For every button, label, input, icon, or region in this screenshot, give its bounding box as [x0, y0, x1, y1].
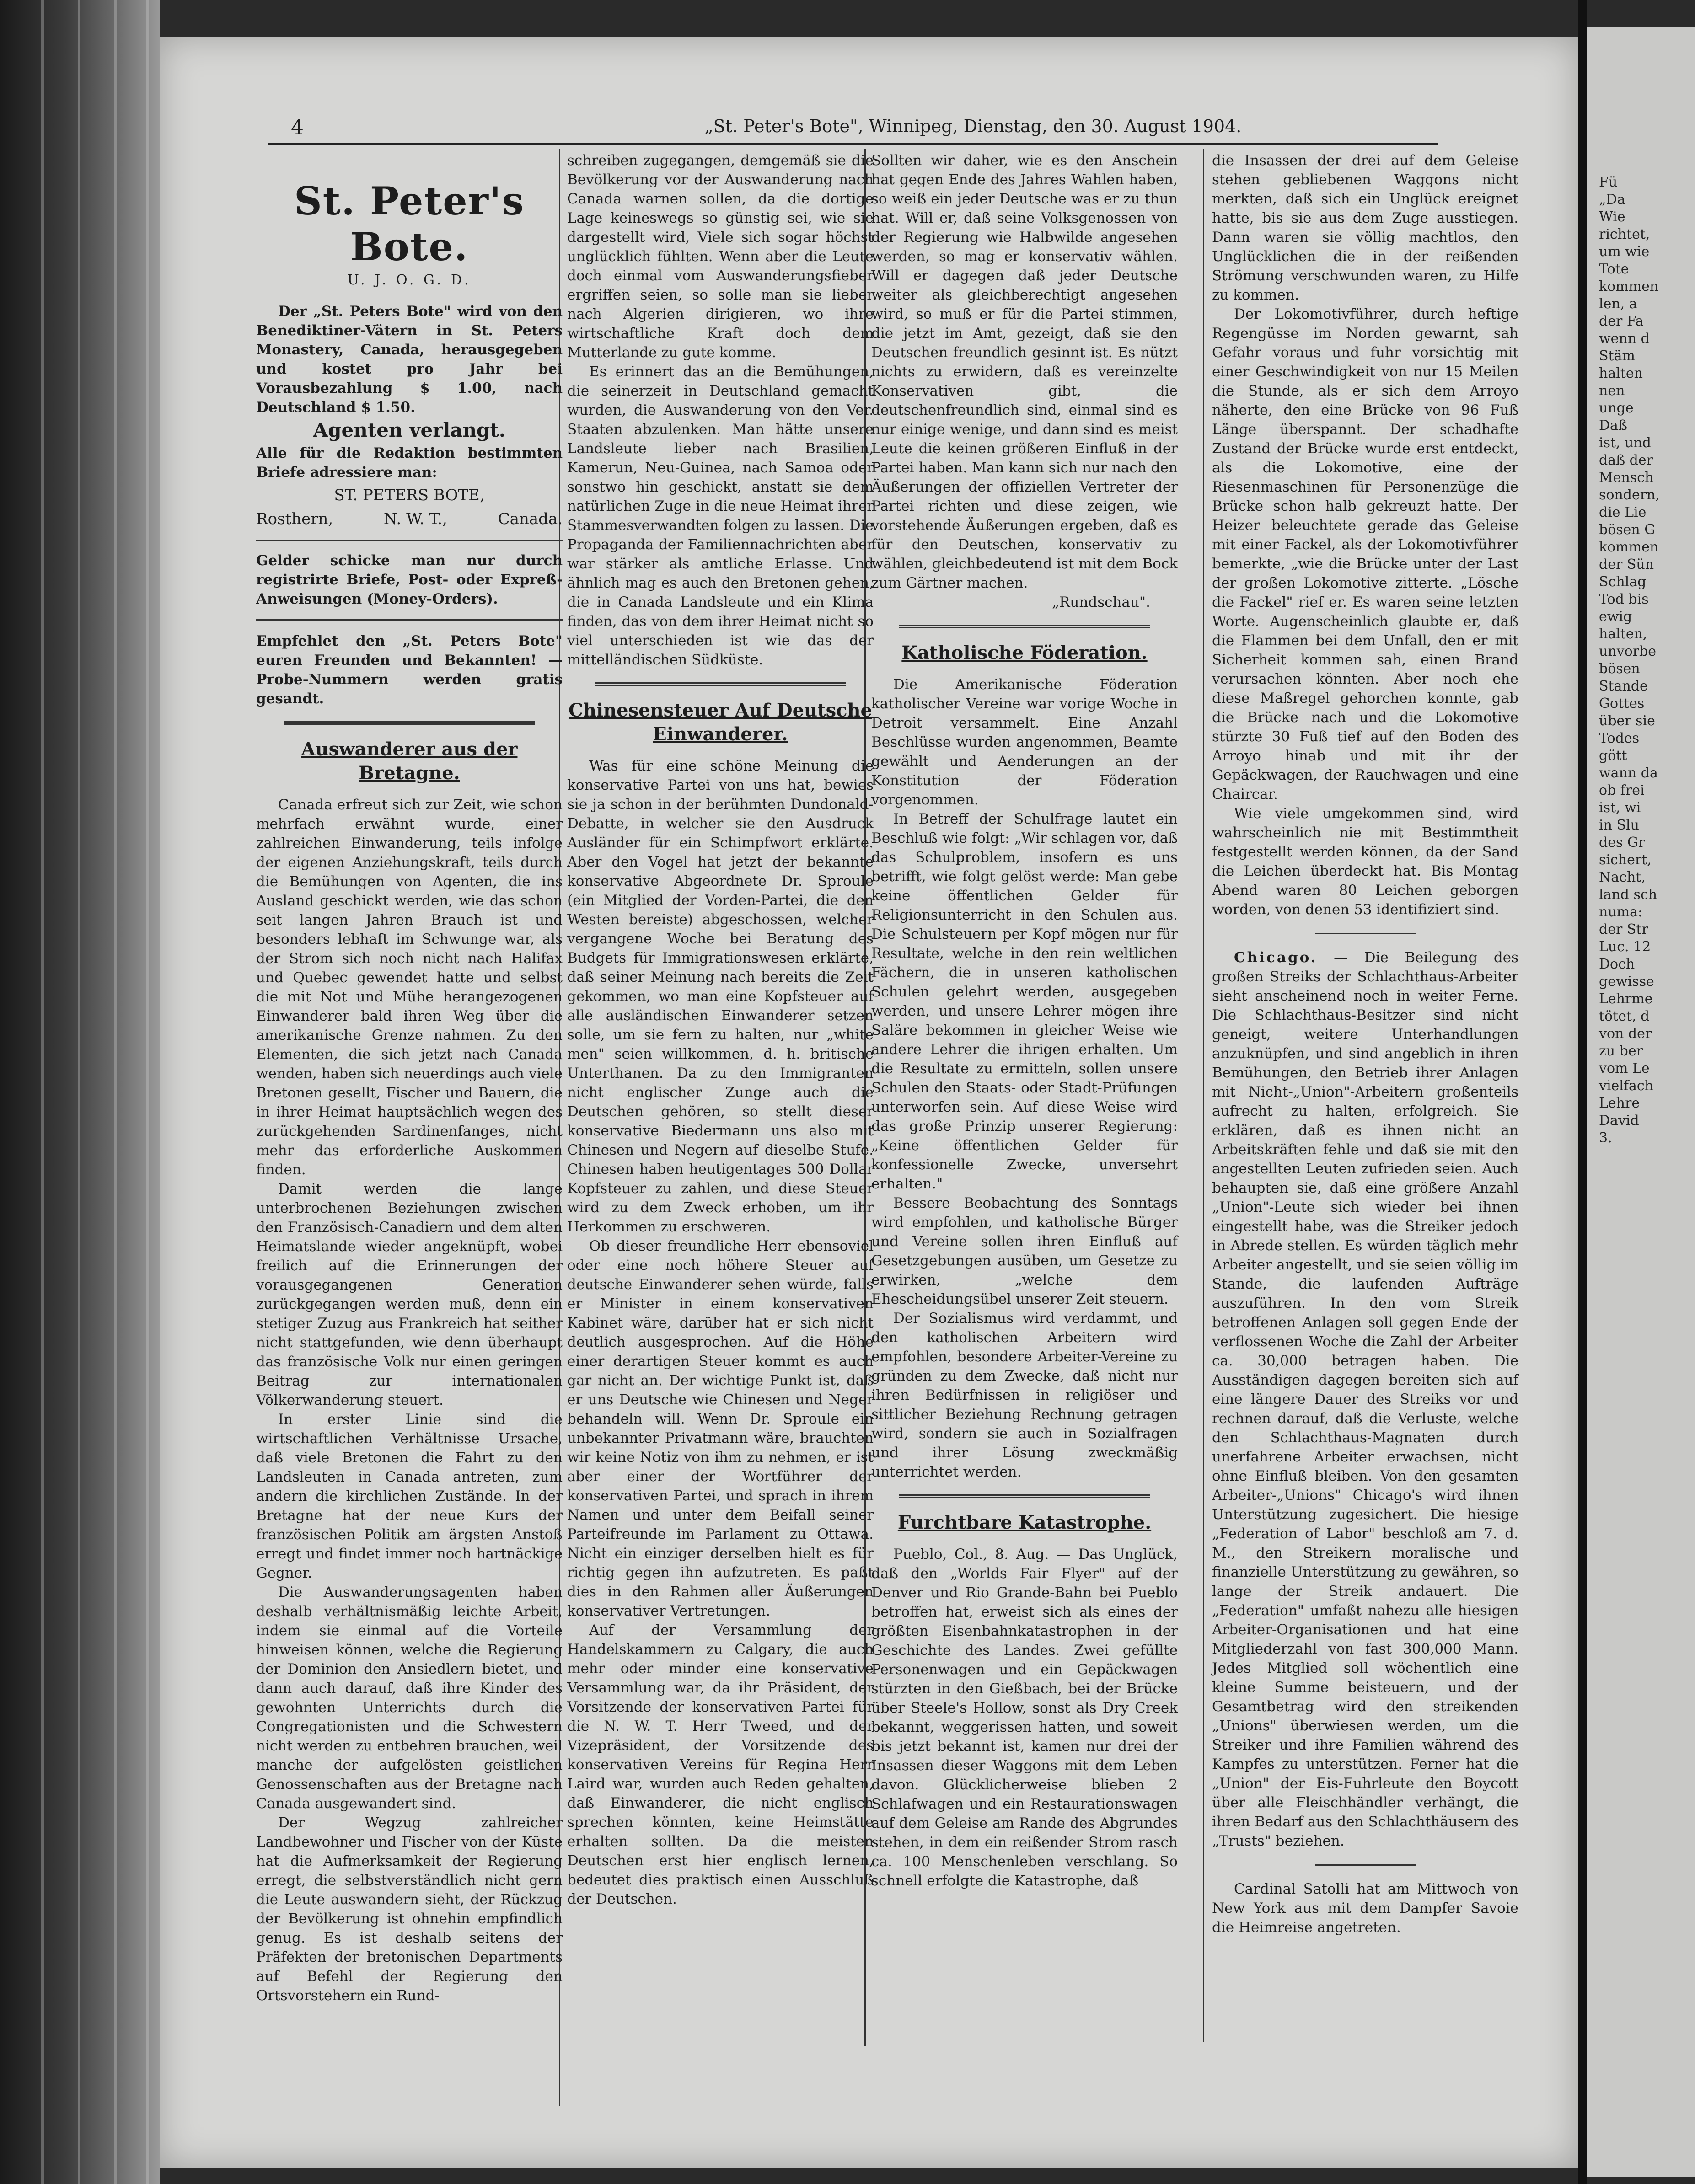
article-title: Furchtbare Katastrophe.	[897, 1512, 1152, 1533]
next-page-fragment-line: gewisse	[1599, 974, 1654, 990]
article-paragraph: Ob dieser freundliche Herr ebensoviel oder eine noch höhere Steuer auf deutsche Einwanderer sehen würde, falls er Minister in einem konservativen Kabinet wäre, darüber hat er sich nicht deutlich ausgesprochen. Auf die Höhe einer derartigen Steuer kommt es auch gar nicht an. Der wichtige Punkt ist, daß er uns Deutsche wie Chinesen und Neger behandeln will. Wenn Dr. Sproule ein unbekannter Privatmann wäre, brauchten wir keine Notiz von ihm zu nehmen, er ist aber einer der Wortführer der konservativen Partei, und sprach in ihrem Namen und unter dem Beifall seiner Parteifreunde im Parlament zu Ottawa. Nicht ein einziger derselben hielt es für richtig gegen ihn aufzutreten. Es paßt dies in den Rahmen aller Äußerungen konservativer Vertretungen.	[567, 1238, 874, 1619]
next-page-fragment-line: wenn d	[1599, 331, 1650, 347]
next-page-fragment-line: die Lie	[1599, 504, 1647, 520]
article-title: Auswanderer aus der Bretagne.	[301, 739, 518, 784]
next-page-fragment-line: richtet,	[1599, 226, 1650, 242]
address-note: Alle für die Redaktion bestimmten Briefe adressiere man:	[256, 445, 563, 481]
address-country: Canada.	[498, 510, 563, 528]
column-3	[871, 151, 1178, 1890]
recommend-note: Empfehlet den „St. Peters Bote" euren Freunden und Bekannten! — Probe-Nummern werden gratis gesandt.	[256, 633, 563, 707]
next-page-fragment-line: halten	[1599, 365, 1643, 381]
next-page-fragment-line: in Slu	[1599, 817, 1639, 833]
next-page-fragment-line: bösen G	[1599, 522, 1656, 538]
next-page-fragment-line: um wie	[1599, 244, 1650, 260]
next-page-fragment-line: Wie	[1599, 209, 1625, 225]
next-page-fragment-line: Tote	[1599, 261, 1629, 277]
next-page-fragment-line: „Da	[1599, 192, 1625, 208]
article-paragraph: Canada erfreut sich zur Zeit, wie schon mehrfach erwähnt wurde, einer zahlreichen Einwanderung, teils infolge der eigenen Anziehungskraft, teils durch die Bemühungen von Agenten, die ins Ausland geschickt werden, wie das schon seit langen Jahren Brauch ist und besonders lebhaft im Schwunge war, als der Strom sich noch nicht nach Halifax und Quebec gewendet hatte und selbst die mit Not und Mühe herangezogenen Einwanderer bald ihren Weg über die amerikanische Grenze nahmen. Zu den Elementen, die sich jetzt nach Canada wenden, haben sich neuerdings auch viele Bretonen gesellt, Fischer und Bauern, die in ihrer Heimat hauptsächlich wegen des zurückgehenden Sardinenfanges, nicht mehr das erforderliche Auskommen finden.	[256, 797, 563, 1178]
section-divider	[899, 625, 1150, 628]
article-paragraph: die Insassen der drei auf dem Geleise stehen gebliebenen Waggons nicht merkten, daß sich ein Unglück ereignet hatte, bis sie aus dem Zuge ausstiegen. Dann waren sie völlig machtlos, den Unglücklichen die in der reißenden Strömung verschwunden waren, zu Hilfe zu kommen.	[1212, 152, 1518, 303]
page-gutter	[1578, 0, 1587, 2184]
next-page-fragment-line: über sie	[1599, 713, 1655, 729]
section-divider	[899, 1494, 1150, 1498]
article-paragraph: Der Sozialismus wird verdammt, und den katholischen Arbeitern wird empfohlen, besondere Arbeiter-Vereine zu gründen zu dem Zwecke, daß nicht nur ihren Bedürfnissen in religiöser und sittlicher Beziehung Rechnung getragen wird, sondern sie auch in Sozialfragen und ihrer Lösung zweckmäßig unterrichtet werden.	[871, 1310, 1178, 1480]
masthead-motto: U. J. O. G. D.	[347, 272, 472, 288]
next-page-fragment-line: wann da	[1599, 765, 1658, 781]
article-paragraph: In erster Linie sind die wirtschaftlichen Verhältnisse Ursache, daß viele Bretonen die Fahrt zu den Landsleuten in Canada antreten, zum andern die kirchlichen Zustände. In der Bretagne hat der neue Kurs der französischen Politik am ärgsten Anstoß erregt und findet immer noch hartnäckige Gegner.	[256, 1411, 563, 1581]
next-page-fragment-line: Tod bis	[1599, 591, 1649, 607]
next-page-fragment-line: unge	[1599, 400, 1634, 416]
money-order-note: Gelder schicke man nur durch registrirte Briefe, Post- oder Expreß-Anweisungen (Money-Orders).	[256, 552, 563, 607]
column-2	[567, 151, 874, 1909]
article-paragraph: Sollten wir daher, wie es den Anschein hat gegen Ende des Jahres Wahlen haben, so weiß ein jeder Deutsche was er zu thun hat. Will er, daß seine Volksgenossen von der Regierung wie Halbwilde angesehen werden, so mag er konservativ wählen. Will er dagegen daß jeder Deutsche weiter als gleichberechtigt angesehen wird, so muß er für die Partei stimmen, die jetzt im Amt, gezeigt, daß sie den Deutschen freundlich gesinnt ist. Es nützt nichts zu erwidern, daß es vereinzelte Konservativen gibt, die deutschenfreundlich sind, einmal sind es nur einige wenige, und dann sind es meist Leute die keinen größeren Einfluß in der Partei haben. Man kann sich nur nach den Äußerungen der offiziellen Vertreter der Partei richten und diese zeigen, wie vorstehende Äußerungen ergeben, daß es für den Deutschen, konservativ zu wählen, gleichbedeutend ist mit dem Bock zum Gärtner machen.	[871, 152, 1178, 591]
next-page-fragment-line: zu ber	[1599, 1043, 1643, 1059]
next-page-fragment-line: Fü	[1599, 174, 1618, 190]
next-page-fragment-line: nen	[1599, 383, 1625, 399]
next-page-fragment-line: sichert,	[1599, 852, 1652, 868]
next-page-fragment-line: sondern,	[1599, 487, 1660, 503]
next-page-fragment-line: Schlag	[1599, 574, 1647, 590]
next-page-fragment-line: Luc. 12	[1599, 939, 1651, 955]
article-paragraph: Wie viele umgekommen sind, wird wahrscheinlich nie mit Bestimmtheit festgestellt werden können, da der Sand die Leichen überdeckt hat. Bis Montag Abend waren 80 Leichen geborgen worden, von denen 53 identifiziert sind.	[1212, 805, 1518, 918]
next-page-fragment-line: tötet, d	[1599, 1008, 1650, 1024]
dateline: Chicago.	[1234, 949, 1318, 966]
next-page-fragment-line: Daß	[1599, 418, 1627, 434]
article-paragraph: In Betreff der Schulfrage lautet ein Beschluß wie folgt: „Wir schlagen vor, daß das Schulproblem, insofern es uns betrifft, wie folgt gelöst werde: Man gebe keine öffentlichen Gelder für Religionsunterricht in den Schulen aus. Die Schulsteuern per Kopf mögen nur für Resultate, welche in den rein weltlichen Fächern, die in unseren katholischen Schulen gelehrt werden, ausgegeben werden, und unsere Lehrer mögen ihre Saläre bekommen in gleicher Weise wie andere Lehrer die ihrigen erhalten. Um die Resultate zu ermitteln, sollen unsere Schulen den Staats- oder Stadt-Prüfungen unterworfen sein. Auf diese Weise wird das große Prinzip unserer Regierung: „Keine öffentlichen Gelder für konfessionelle Zwecke, unversehrt erhalten."	[871, 811, 1178, 1192]
section-divider	[595, 682, 846, 686]
agents-wanted: Agenten verlangt.	[313, 419, 506, 441]
next-page-fragment-line: land sch	[1599, 887, 1657, 903]
next-page-fragment-line: Lehrme	[1599, 991, 1653, 1007]
masthead-title: St. Peter's Bote.	[294, 178, 525, 269]
page-number: 4	[291, 116, 304, 139]
article-paragraph: — Die Beilegung des großen Streiks der Schlachthaus-Arbeiter sieht anscheinend noch in weiter Ferne. Die Schlachthaus-Besitzer sind nicht geneigt, weitere Unterhandlungen anzuknüpfen, und sind angeblich in ihren Bemühungen, den Betrieb ihrer Anlagen mit Nicht-„Union"-Arbeitern großenteils aufrecht zu halten, erfolgreich. Sie erklären, daß es ihnen nicht an Arbeitskräften fehle und daß sie mit den angestellten Leuten zufrieden seien. Auch behaupten sie, daß eine größere Anzahl „Union"-Leute sich wieder bei ihnen eingestellt habe, was die Streiker jedoch in Abrede stellen. Es würden täglich mehr Arbeiter angestellt, und sie seien völlig im Stande, die laufenden Aufträge auszuführen. In den vom Streik betroffenen Anlagen soll gegen Ende der verflossenen Woche die Zahl der Arbeiter ca. 30,000 betragen haben. Die Ausständigen dagegen bereiten sich auf eine längere Dauer des Streiks vor und rechnen darauf, daß die Verluste, welche den Schlachthaus-Magnaten durch unerfahrene Arbeiter erwachsen, nicht ohne Einfluß bleiben. Von den gesamten Arbeiter-„Unions" Chicago's wird ihnen Unterstützung zugesichert. Die hiesige „Federation of Labor" beschloß am 7. d. M., den Streikern moralische und finanzielle Unterstützung zu gewähren, so lange der Streik andauert. Die „Federation" umfaßt nahezu alle hiesigen Arbeiter-Organisationen und hat eine Mitgliederzahl von fast 300,000 Mann. Jedes Mitglied soll wöchentlich eine kleine Summe beisteuern, und der Gesamtbetrag wird den streikenden „Unions" überwiesen werden, um die Streiker und ihre Familien während des Kampfes zu unterstützen. Ferner hat die „Union" der Eis-Fuhrleute den Boycott über alle Fleischhändler verhängt, die ihren Bedarf aus den Schlachthäusern des „Trusts" beziehen.	[1212, 949, 1518, 1849]
article-paragraph: Auf der Versammlung der Handelskammern zu Calgary, die auch mehr oder minder eine konservative Versammlung war, da ihr Präsident, der Vorsitzende der konservativen Partei für die N. W. T. Herr Tweed, und der Vizepräsident, der Vorsitzende des konservativen Vereins für Regina Herr Laird war, wurden auch Reden gehalten, daß Einwanderer, die nicht englisch sprechen könnten, keine Heimstätte erhalten sollten. Da die meisten Deutschen erst hier englisch lernen, bedeutet dies praktisch einen Ausschluß der Deutschen.	[567, 1622, 874, 1907]
article-paragraph: Cardinal Satolli hat am Mittwoch von New York aus mit dem Dampfer Savoie die Heimreise angetreten.	[1212, 1881, 1518, 1936]
address-name: ST. PETERS BOTE,	[334, 486, 485, 504]
article-paragraph: Der Lokomotivführer, durch heftige Regengüsse im Norden gewarnt, sah Gefahr voraus und fuhr vorsichtig mit einer Geschwindigkeit von nur 15 Meilen die Stunde, als er sich dem Arroyo näherte, den eine Brücke von 96 Fuß Länge überspannt. Der schadhafte Zustand der Brücke wurde erst entdeckt, als die Lokomotive, eine der Riesenmaschinen für Personenzüge die Brücke schon halb gekreuzt hatte. Der Heizer beleuchtete gerade das Geleise mit einer Fackel, als der Lokomotivführer bemerkte, „wie die Brücke unter der Last der großen Lokomotive zitterte. „Lösche die Fackel" rief er. Es waren seine letzten Worte. Augenscheinlich glaubte er, daß die Flammen bei dem Unfall, den er mit Sicherheit kommen sah, einen Brand verursachen könnten. Aber noch ehe diese Maßregel gehorchen konnte, gab die Brücke nach und die Lokomotive stürzte 30 Fuß tief auf den Boden des Arroyo hinab und mit ihr der Gepäckwagen, der Rauchwagen und eine Chaircar.	[1212, 306, 1518, 803]
section-divider	[284, 721, 535, 725]
running-header	[274, 113, 1432, 142]
next-page-fragment-line: numa:	[1599, 904, 1643, 920]
next-page-fragment-line: ob frei	[1599, 782, 1645, 798]
next-page-fragment-line: vom Le	[1599, 1060, 1650, 1076]
next-page-fragment-line: ist, und	[1599, 435, 1651, 451]
next-page-text	[1587, 27, 1695, 1147]
divider	[256, 540, 563, 541]
next-page-fragment-line: des Gr	[1599, 835, 1645, 851]
divider	[1315, 933, 1416, 934]
article-paragraph: Die Auswanderungsagenten haben deshalb verhältnismäßig leichte Arbeit, indem sie einmal auf die Vorteile hinweisen können, welche die Regierung der Dominion den Ansiedlern bietet, und dann auch darauf, daß ihre Kinder des gewohnten Unterrichts durch die Congregationisten und die Schwestern nicht werden zu entbehren brauchen, weil manche der aufgelösten geistlichen Genossenschaften aus der Bretagne nach Canada ausgewandert sind.	[256, 1584, 563, 1812]
next-page-fragment	[1587, 27, 1695, 2177]
next-page-fragment-line: vielfach	[1599, 1078, 1654, 1094]
next-page-fragment-line: Gottes	[1599, 696, 1645, 712]
article-paragraph: Der Wegzug zahlreicher Landbewohner und Fischer von der Küste hat die Aufmerksamkeit der Regierung erregt, die selbstverständlich nicht gern die Leute auswandern sieht, der Rückzug der Bevölkerung ist ohnehin empfindlich genug. Es ist deshalb seitens der Präfekten der bretonischen Departments auf Befehl der Regierung den Ortsvorstehern ein Rund-	[256, 1815, 563, 2004]
divider	[1315, 1864, 1416, 1866]
next-page-fragment-line: len, a	[1599, 296, 1637, 312]
next-page-fragment-line: daß der	[1599, 452, 1653, 468]
article-paragraph: Was für eine schöne Meinung die konservative Partei von uns hat, bewies sie ja schon in der berühmten Dundonald-Debatte, in welcher sie den Ausdruck Ausländer für ein Schimpfwort erklärte. Aber den Vogel hat jetzt der bekannte konservative Abgeordnete Dr. Sproule (ein Mitglied der Vorden-Partei, die den Westen bereiste) abgeschossen, welcher vergangene Woche bei Beratung des Budgets für Immigrationswesen erklärte, daß seiner Meinung nach bereits die Zeit gekommen, wo man eine Kopfsteuer auf alle ausländischen Einwanderer setzen solle, um sie fern zu halten, nur „white men" seien willkommen, d. h. britische Unterthanen. Da zu den Immigranten nicht englischer Zunge auch die Deutschen gehören, so stellt dieser konservative Biedermann uns also mit Chinesen und Negern auf dieselbe Stufe. Chinesen haben heutigentages 500 Dollar Kopfsteuer zu zahlen, und diese Steuer wird zu dem Zweck erhoben, um ihr Herkommen zu erschweren.	[567, 758, 874, 1235]
postal-address	[256, 485, 563, 530]
article-paragraph: schreiben zugegangen, demgemäß sie die Bevölkerung vor der Auswanderung nach Canada warnen sollen, da die dortige Lage keineswegs so günstig sei, wie sie dargestellt wird, Viele sich sogar höchst unglücklich fühlten. Wenn aber die Leute doch einmal vom Auswanderungsfieber ergriffen seien, so solle man sie lieber nach Algerien dirigieren, wo ihre wirtschaftliche Kraft doch dem Mutterlande zu gute komme.	[567, 152, 874, 361]
article-paragraph: Es erinnert das an die Bemühungen, die seinerzeit in Deutschland gemacht wurden, die Auswanderung von den Ver. Staaten abzulenken. Man hätte unsere Landsleute lieber nach Brasilien, Kamerun, Neu-Guinea, nach Samoa oder sonstwo hin geschickt, anstatt sie dem natürlichen Zuge in die neue Heimat ihrer Stammesverwandten folgen zu lassen. Die Propaganda der Familiennachrichten aber war stärker als amtliche Erlasse. Und ähnlich mag es auch den Bretonen gehen, die in Canada Landsleute und ein Klima finden, das von dem ihrer Heimat nicht so viel unterschieden ist wie das der mittelländischen Südküste.	[567, 364, 874, 668]
next-page-fragment-line: Doch	[1599, 956, 1635, 972]
next-page-fragment-line: der Str	[1599, 921, 1648, 937]
article-title: Chinesensteuer Auf Deutsche Einwanderer.	[568, 700, 873, 745]
next-page-fragment-line: der Fa	[1599, 313, 1644, 329]
column-4	[1212, 151, 1518, 1937]
article-paragraph: Die Amerikanische Föderation katholischer Vereine war vorige Woche in Detroit versammelt. Eine Anzahl Beschlüsse wurden angenommen, Beamte gewählt und Aenderungen an der Konstitution der Föderation vorgenommen.	[871, 676, 1178, 808]
article-paragraph: Damit werden die lange unterbrochenen Beziehungen zwischen den Französisch-Canadiern und dem alten Heimatslande wieder angeknüpft, wobei freilich auf die Erinnerungen der vorausgegangenen Generation zurückgegangen werden muß, denn ein stetiger Zuzug aus Frankreich hat seither nicht stattgefunden, wie denn überhaupt das französische Volk nur einen geringen Beitrag zur internationalen Völkerwanderung steuert.	[256, 1181, 563, 1408]
next-page-fragment-line: ist, wi	[1599, 800, 1641, 816]
address-territory: N. W. T.,	[383, 510, 447, 528]
next-page-fragment-line: Stäm	[1599, 348, 1635, 364]
column-rule	[1203, 149, 1204, 2042]
next-page-fragment-line: gött	[1599, 748, 1627, 764]
next-page-fragment-line: der Sün	[1599, 557, 1654, 573]
next-page-fragment-line: kommen	[1599, 278, 1659, 294]
column-1	[256, 151, 563, 2005]
next-page-fragment-line: Mensch	[1599, 470, 1654, 486]
article-source: „Rundschau".	[1052, 594, 1150, 610]
next-page-fragment-line: Nacht,	[1599, 869, 1646, 885]
article-paragraph: Pueblo, Col., 8. Aug. — Das Unglück, daß den „Worlds Fair Flyer" auf der Denver und Rio Grande-Bahn bei Pueblo betroffen hat, erweist sich als eines der größten Eisenbahnkatastrophen in der Geschichte des Landes. Zwei gefüllte Personenwagen und ein Gepäckwagen stürzten in den Gießbach, bei der Brücke über Steele's Hollow, sonst als Dry Creek bekannt, weggerissen hatten, und soweit bis jetzt bekannt ist, kamen nur drei der Insassen dieser Waggons mit dem Leben davon. Glücklicherweise blieben 2 Schlafwagen und ein Restaurationswagen auf dem Geleise am Rande des Abgrundes stehen, in dem ein reißender Strom rasch ca. 100 Menschenleben verschlang. So schnell erfolgte die Katastrophe, daß	[871, 1546, 1178, 1889]
next-page-fragment-line: bösen	[1599, 661, 1640, 677]
header-rule	[268, 143, 1438, 145]
next-page-fragment-line: kommen	[1599, 539, 1659, 555]
next-page-fragment-line: David	[1599, 1113, 1639, 1129]
next-page-fragment-line: unvorbe	[1599, 643, 1656, 659]
address-town: Rosthern,	[256, 510, 333, 528]
next-page-fragment-line: von der	[1599, 1026, 1652, 1042]
article-paragraph: Bessere Beobachtung des Sonntags wird empfohlen, und katholische Bürger und Vereine sollen ihren Einfluß auf Gesetzgebungen ausüben, um Gesetze zu erwirken, „welche dem Ehescheidungsübel unserer Zeit steuern.	[871, 1195, 1178, 1307]
next-page-fragment-line: halten,	[1599, 626, 1647, 642]
next-page-fragment-line: Stande	[1599, 678, 1648, 694]
next-page-fragment-line: ewig	[1599, 609, 1632, 625]
book-binding-edge	[0, 0, 160, 2184]
masthead-intro: Der „St. Peters Bote" wird von den Benediktiner-Vätern in St. Peters Monastery, Canada, herausgegeben und kostet pro Jahr bei Vorausbezahlung $ 1.00, nach Deutschland $ 1.50.	[256, 303, 563, 416]
next-page-fragment-line: Todes	[1599, 730, 1640, 746]
article-title: Katholische Föderation.	[901, 642, 1148, 664]
running-title: „St. Peter's Bote", Winnipeg, Dienstag, den 30. August 1904.	[704, 116, 1242, 136]
next-page-fragment-line: 3.	[1599, 1130, 1612, 1146]
next-page-fragment-line: Lehre	[1599, 1095, 1640, 1111]
divider	[256, 619, 563, 621]
